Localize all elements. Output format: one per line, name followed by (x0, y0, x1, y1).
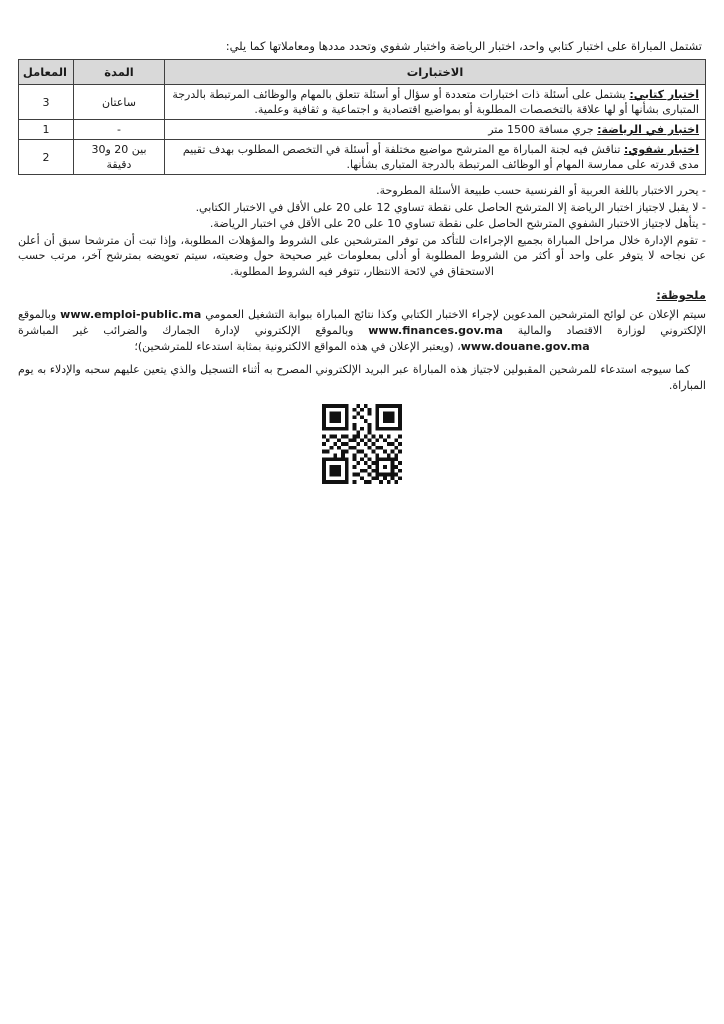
test-description-cell (165, 120, 706, 140)
coefficient-cell: 3 (19, 85, 74, 120)
note-text-segment: سيتم الإعلان عن لوائح المترشحين المدعوين لإجراء الاختبار الكتابي وكذا نتائج المباراة ببوابة التشغيل العمومي (201, 308, 706, 321)
column-header-coefficient: المعامل (19, 60, 74, 85)
table-row-oral-test (19, 140, 706, 175)
note-text-segment: ، (ويعتبر الإعلان في هذه المواقع الالكترونية بمثابة استدعاء للمترشحين)؛ (134, 340, 461, 353)
url-douane: www.douane.gov.ma (460, 340, 590, 353)
qr-code-icon (322, 404, 402, 484)
bullet-item-verification: - تقوم الإدارة خلال مراحل المباراة بجميع الإجراءات للتأكد من توفر المترشحين على الشروط والمؤهلات المطلوبة، وإذا تبت أن مترشحا سبق أن أعلن عن نجاحه لا يتوفر على واحد أو أكثر من الشروط المطلوبة أو أدلى بمعلومات غير صحيحة حول وضعيته، سيتم تعويضه بمترشح آخر، مرتب حسب الاستحقاق في لائحة الانتظار، تتوفر فيه الشروط المطلوبة. (18, 233, 706, 278)
column-header-tests: الاختبارات (165, 60, 706, 85)
column-header-duration: المدة (74, 60, 165, 85)
bullet-item-language: - يحرر الاختبار باللغة العربية أو الفرنسية حسب طبيعة الأسئلة المطروحة. (376, 184, 706, 197)
note-text-segment: وبالموقع الإلكتروني لإدارة الجمارك والضرائب غير المباشرة (18, 324, 369, 337)
table-header-row (19, 60, 706, 85)
coefficient-cell: 2 (19, 140, 74, 175)
test-name: اختبار في الرياضة: (597, 123, 699, 136)
intro-text: تشتمل المباراة على اختبار كتابي واحد، اختبار الرياضة واختبار شفوي وتحدد مددها ومعاملاتها كما يلي: (225, 39, 702, 53)
document-content (0, 0, 724, 488)
table-row-sport-test (19, 120, 706, 140)
duration-cell: - (74, 120, 165, 140)
url-finances: www.finances.gov.ma (368, 324, 503, 337)
note-text-segment: وبالموقع الإلكتروني لوزارة الاقتصاد والمالية (18, 308, 706, 337)
qr-code (18, 404, 706, 488)
duration-cell: ساعتان (74, 85, 165, 120)
test-name: اختبار كتابي: (629, 88, 699, 101)
exam-table (18, 59, 706, 175)
note-paragraph-websites (18, 307, 706, 355)
table-row-written-test (19, 85, 706, 120)
bullet-list (18, 183, 706, 279)
note-heading: ملحوظة: (656, 288, 706, 302)
test-detail: جري مسافة 1500 متر (488, 123, 598, 136)
note-paragraph-convocation: كما سيوجه استدعاء للمرشحين المقبولين لاجتياز هذه المباراة عبر البريد الإلكتروني المصرح به أثناء التسجيل والذي يتعين عليهم سحبه والإدلاء به يوم المباراة. (18, 363, 706, 392)
test-description-cell (165, 85, 706, 120)
test-detail: يشتمل على أسئلة ذات اختبارات متعددة أو سؤال أو أسئلة تتعلق بالمهام والوظائف المرتبطة بالدرجة المتبارى بشأنها أو لها علاقة بالتخصصات المطلوبة أو بمواضيع اقتصادية و اجتماعية و ثقافية وعلمية. (172, 88, 699, 116)
coefficient-cell: 1 (19, 120, 74, 140)
test-description-cell (165, 140, 706, 175)
duration-cell: بين 20 و30 دقيقة (74, 140, 165, 175)
bullet-item-sport-threshold: - لا يقبل لاجتياز اختبار الرياضة إلا المترشح الحاصل على نقطة تساوي 12 على 20 على الأقل في الاختبار الكتابي. (195, 200, 706, 214)
test-detail: تناقش فيه لجنة المباراة مع المترشح مواضيع مختلفة أو أسئلة في التخصص المطلوب بهدف تقييم مدى قدرته على ممارسة المهام أو الوظائف المرتبطة بالدرجة المتبارى بشأنها. (182, 143, 699, 171)
url-emploi-public: www.emploi-public.ma (60, 308, 202, 321)
bullet-item-oral-threshold: - يتأهل لاجتياز الاختبار الشفوي المترشح الحاصل على نقطة تساوي 10 على 20 على الأقل في اختبار الرياضة. (209, 217, 706, 230)
test-name: اختبار شفوي: (623, 143, 699, 156)
